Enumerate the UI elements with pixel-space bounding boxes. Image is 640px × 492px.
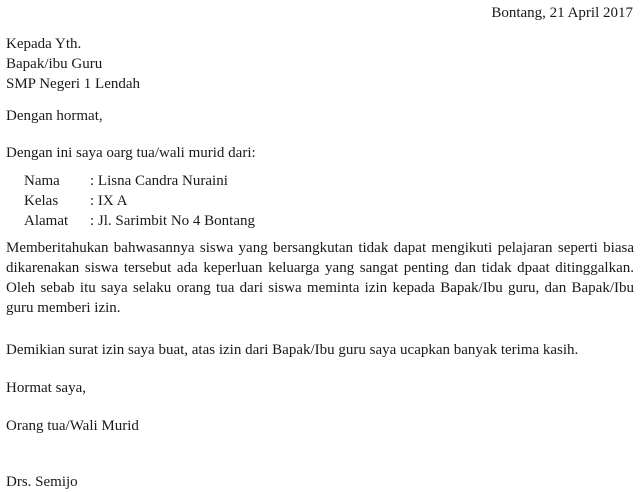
identity-label: Nama <box>24 173 60 189</box>
body-paragraph: Memberitahukan bahwasannya siswa yang bersangkutan tidak dapat mengikuti pelajaran seperti biasa dikarenakan siswa tersebut ada keperluan keluarga yang sangat penting dan tidak dpaat ditinggalkan. Oleh sebab itu saya selaku orang tua dari siswa meminta izin kepada Bapak/Ibu guru, dan Bapak/Ibu guru memberi izin. <box>6 240 634 316</box>
letter-date: Bontang, 21 April 2017 <box>491 5 633 21</box>
identity-value: : Lisna Candra Nuraini <box>90 173 228 189</box>
identity-row-class <box>24 191 255 211</box>
greeting: Dengan hormat, <box>6 108 103 124</box>
identity-row-name <box>24 171 255 191</box>
identity-label: Alamat <box>24 213 69 229</box>
closing-text: Hormat saya, <box>6 380 86 396</box>
signer-role: Orang tua/Wali Murid <box>6 418 139 434</box>
body-paragraph: Demikian surat izin saya buat, atas izin dari Bapak/Ibu guru saya ucapkan banyak terima kasih. <box>6 342 579 358</box>
identity-value: : Jl. Sarimbit No 4 Bontang <box>90 213 255 229</box>
recipient-block <box>6 34 140 94</box>
identity-label: Kelas <box>24 193 59 209</box>
recipient-school: SMP Negeri 1 Lendah <box>6 76 141 92</box>
identity-value: : IX A <box>90 193 128 209</box>
recipient-salutation: Kepada Yth. <box>6 36 82 52</box>
signer-name: Drs. Semijo <box>6 474 78 490</box>
identity-row-address <box>24 211 255 231</box>
intro-text: Dengan ini saya oarg tua/wali murid dari: <box>6 145 256 161</box>
student-identity-table <box>24 171 255 231</box>
recipient-name: Bapak/ibu Guru <box>6 56 103 72</box>
